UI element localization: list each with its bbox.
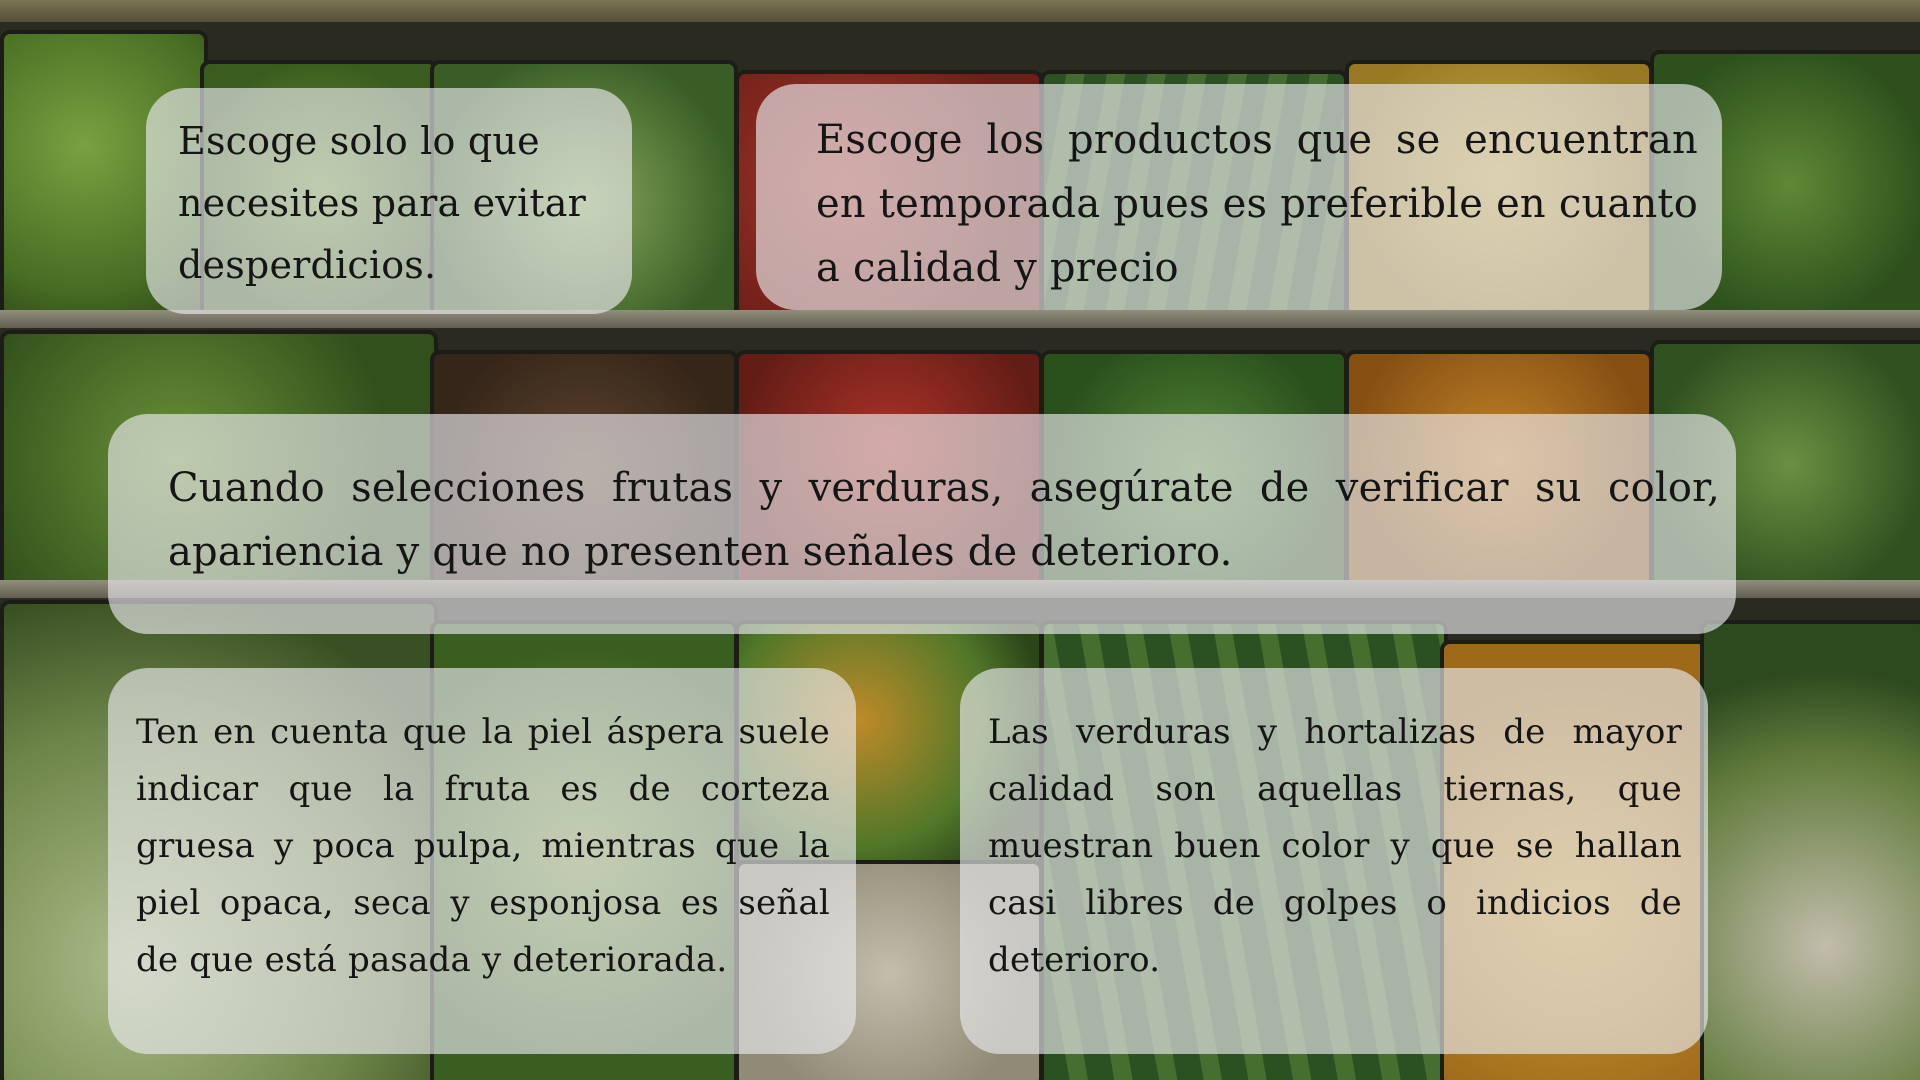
tip-text-check-appearance: Cuando selecciones frutas y verduras, asegúrate de verificar su color, apariencia y que no presenten señales de deterioro.: [168, 465, 1720, 575]
tip-text-vegetable-quality: Las verduras y hortalizas de mayor calidad son aquellas tiernas, que muestran buen color y que se hallan casi libres de golpes o indicios de deterioro.: [988, 712, 1682, 980]
tip-text-fruit-skin: Ten en cuenta que la piel áspera suele indicar que la fruta es de corteza gruesa y poca pulpa, mientras que la piel opaca, seca y esponjosa es señal de que está pasada y deteriorada.: [136, 712, 830, 980]
tip-text-avoid-waste: Escoge solo lo que necesites para evitar desperdicios.: [178, 119, 587, 287]
tip-card-vegetable-quality: [960, 668, 1708, 1054]
tip-card-avoid-waste: [146, 88, 632, 314]
tip-text-seasonal-products: Escoge los productos que se encuentran en temporada pues es preferible en cuanto a calidad y precio: [816, 117, 1698, 291]
tip-card-seasonal-products: [756, 84, 1722, 310]
tip-card-check-appearance: [108, 414, 1736, 634]
tip-card-fruit-skin: [108, 668, 856, 1054]
